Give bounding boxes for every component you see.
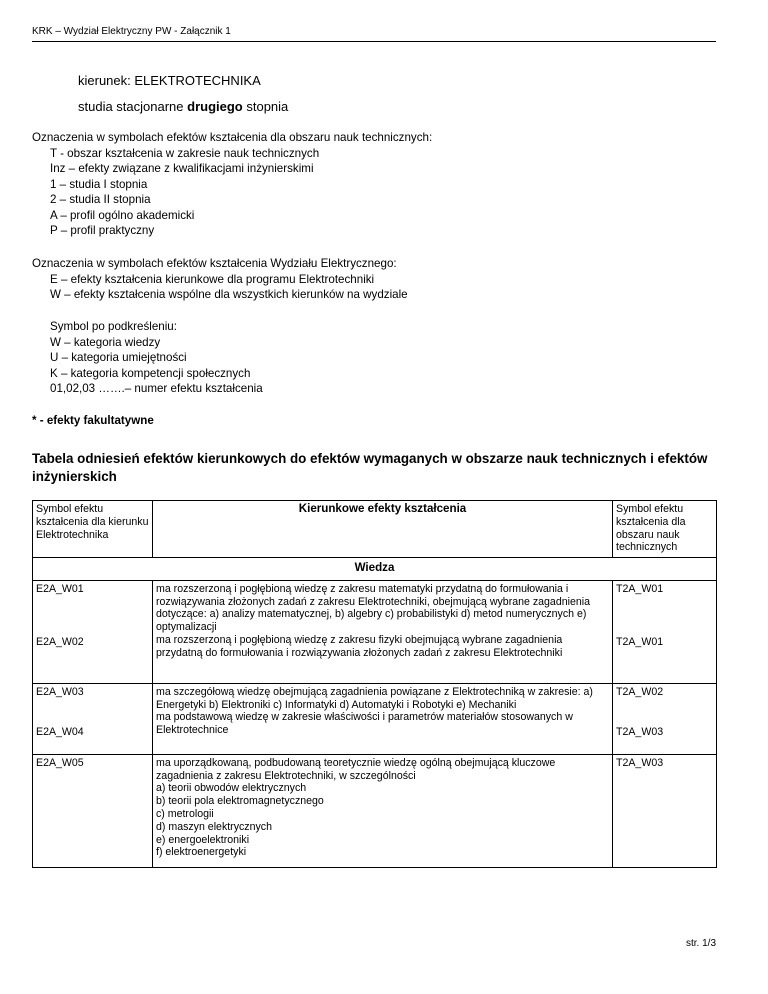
studia-line — [78, 94, 288, 120]
list-item: a) teorii obwodów elektrycznych — [156, 782, 307, 795]
studia-prefix: studia stacjonarne — [78, 99, 188, 114]
header-effects: Kierunkowe efekty kształcenia — [153, 501, 613, 558]
optional-note: * - efekty fakultatywne — [32, 414, 154, 427]
notation-area-list — [32, 146, 432, 239]
table-header-row — [33, 501, 717, 558]
row-code — [33, 683, 153, 754]
list-item: T - obszar kształcenia w zakresie nauk technicznych — [50, 146, 320, 160]
area-w02: T2A_W01 — [616, 635, 664, 648]
list-item: W – kategoria wiedzy — [50, 335, 161, 349]
effects-table — [32, 500, 717, 868]
row-code — [33, 580, 153, 683]
code-w03: E2A_W03 — [36, 685, 84, 698]
list-item: 1 – studia I stopnia — [50, 177, 148, 191]
list-item: U – kategoria umiejętności — [50, 351, 187, 364]
list-item: c) metrologii — [156, 807, 214, 820]
notation-area-title: Oznaczenia w symbolach efektów kształcenia dla obszaru nauk technicznych: — [32, 131, 433, 144]
row-text — [153, 683, 613, 754]
list-item: f) elektroenergetyki — [156, 846, 247, 859]
area-w01: T2A_W01 — [616, 582, 664, 595]
list-item: W – efekty kształcenia wspólne dla wszystkich kierunków na wydziale — [50, 288, 408, 301]
code-w02: E2A_W02 — [36, 635, 84, 648]
table-row — [33, 580, 717, 683]
notation-faculty-title: Oznaczenia w symbolach efektów kształcenia Wydziału Elektrycznego: — [32, 257, 397, 270]
area-w05: T2A_W03 — [613, 754, 717, 867]
text-w05-intro: ma uporządkowaną, podbudowaną teoretycznie wiedzę ogólną obejmującą kluczowe zagadnienia z zakresu Elektrotechniki, w szczególności — [156, 756, 556, 782]
code-w04: E2A_W04 — [36, 725, 84, 738]
notation-faculty — [32, 256, 408, 303]
symbol-after — [50, 319, 263, 397]
notation-faculty-list — [32, 272, 408, 303]
table-row — [33, 754, 717, 867]
code-w01: E2A_W01 — [36, 582, 84, 595]
symbol-after-title: Symbol po podkreśleniu: — [50, 320, 177, 333]
page-header: KRK – Wydział Elektryczny PW - Załącznik 1 — [32, 26, 716, 42]
text-w01: ma rozszerzoną i pogłębioną wiedzę z zakresu matematyki przydatną do formułowania i rozwiązywania złożonych zadań z zakresu Elektrotechniki, obejmującą wybrane zagadnienia dotyczące: a) analizy matematycznej, b) algebry c) probabilistyki d) metod numerycznych e) optymalizacji — [156, 582, 590, 634]
row-area — [613, 580, 717, 683]
list-item: E – efekty kształcenia kierunkowe dla programu Elektrotechniki — [50, 272, 375, 286]
list-item: 01,02,03 …….– numer efektu kształcenia — [50, 382, 263, 395]
header-symbol-kierunek: Symbol efektu kształcenia dla kierunku Elektrotechnika — [33, 501, 153, 558]
list-item: d) maszyn elektrycznych — [156, 820, 272, 833]
section-row — [33, 558, 717, 581]
studia-bold: drugiego — [187, 99, 243, 114]
text-w04: ma podstawową wiedzę w zakresie właściwości i parametrów materiałów stosowanych w Elektrotechnice — [156, 711, 573, 737]
table-row — [33, 683, 717, 754]
row-text — [153, 580, 613, 683]
code-w05: E2A_W05 — [33, 754, 153, 867]
row-area — [613, 683, 717, 754]
list-item: K – kategoria kompetencji społecznych — [50, 366, 251, 380]
list-item: b) teorii pola elektromagnetycznego — [156, 795, 324, 808]
area-w04: T2A_W03 — [616, 725, 664, 738]
text-w03: ma szczegółową wiedzę obejmującą zagadnienia powiązane z Elektrotechniką w zakresie: a) Energetyki b) Elektroniki c) Informatyki d) Automatyki i Robotyki e) Mechaniki — [156, 685, 593, 711]
list-item: A – profil ogólno akademicki — [50, 208, 195, 222]
intro — [78, 68, 288, 120]
list-item: Inz – efekty związane z kwalifikacjami inżynierskimi — [50, 162, 314, 175]
page-number: str. 1/3 — [685, 938, 716, 949]
list-item: 2 – studia II stopnia — [50, 193, 151, 206]
notation-area — [32, 130, 432, 239]
studia-suffix: stopnia — [242, 99, 289, 114]
row-text — [153, 754, 613, 867]
area-w03: T2A_W02 — [616, 685, 664, 698]
section-wiedza: Wiedza — [33, 558, 717, 581]
text-w02: ma rozszerzoną i pogłębioną wiedzę z zakresu fizyki obejmującą wybrane zagadnienia przydatną do formułowania i rozwiązywania złożonych zadań z zakresu Elektrotechniki — [156, 633, 563, 659]
list-item: P – profil praktyczny — [50, 224, 155, 237]
kierunek-line: kierunek: ELEKTROTECHNIKA — [78, 73, 261, 88]
list-item: e) energoelektroniki — [156, 833, 250, 846]
header-symbol-area: Symbol efektu kształcenia dla obszaru nauk technicznych — [613, 501, 717, 558]
table-title: Tabela odniesień efektów kierunkowych do efektów wymaganych w obszarze nauk technicznych i efektów inżynierskich — [32, 451, 708, 484]
